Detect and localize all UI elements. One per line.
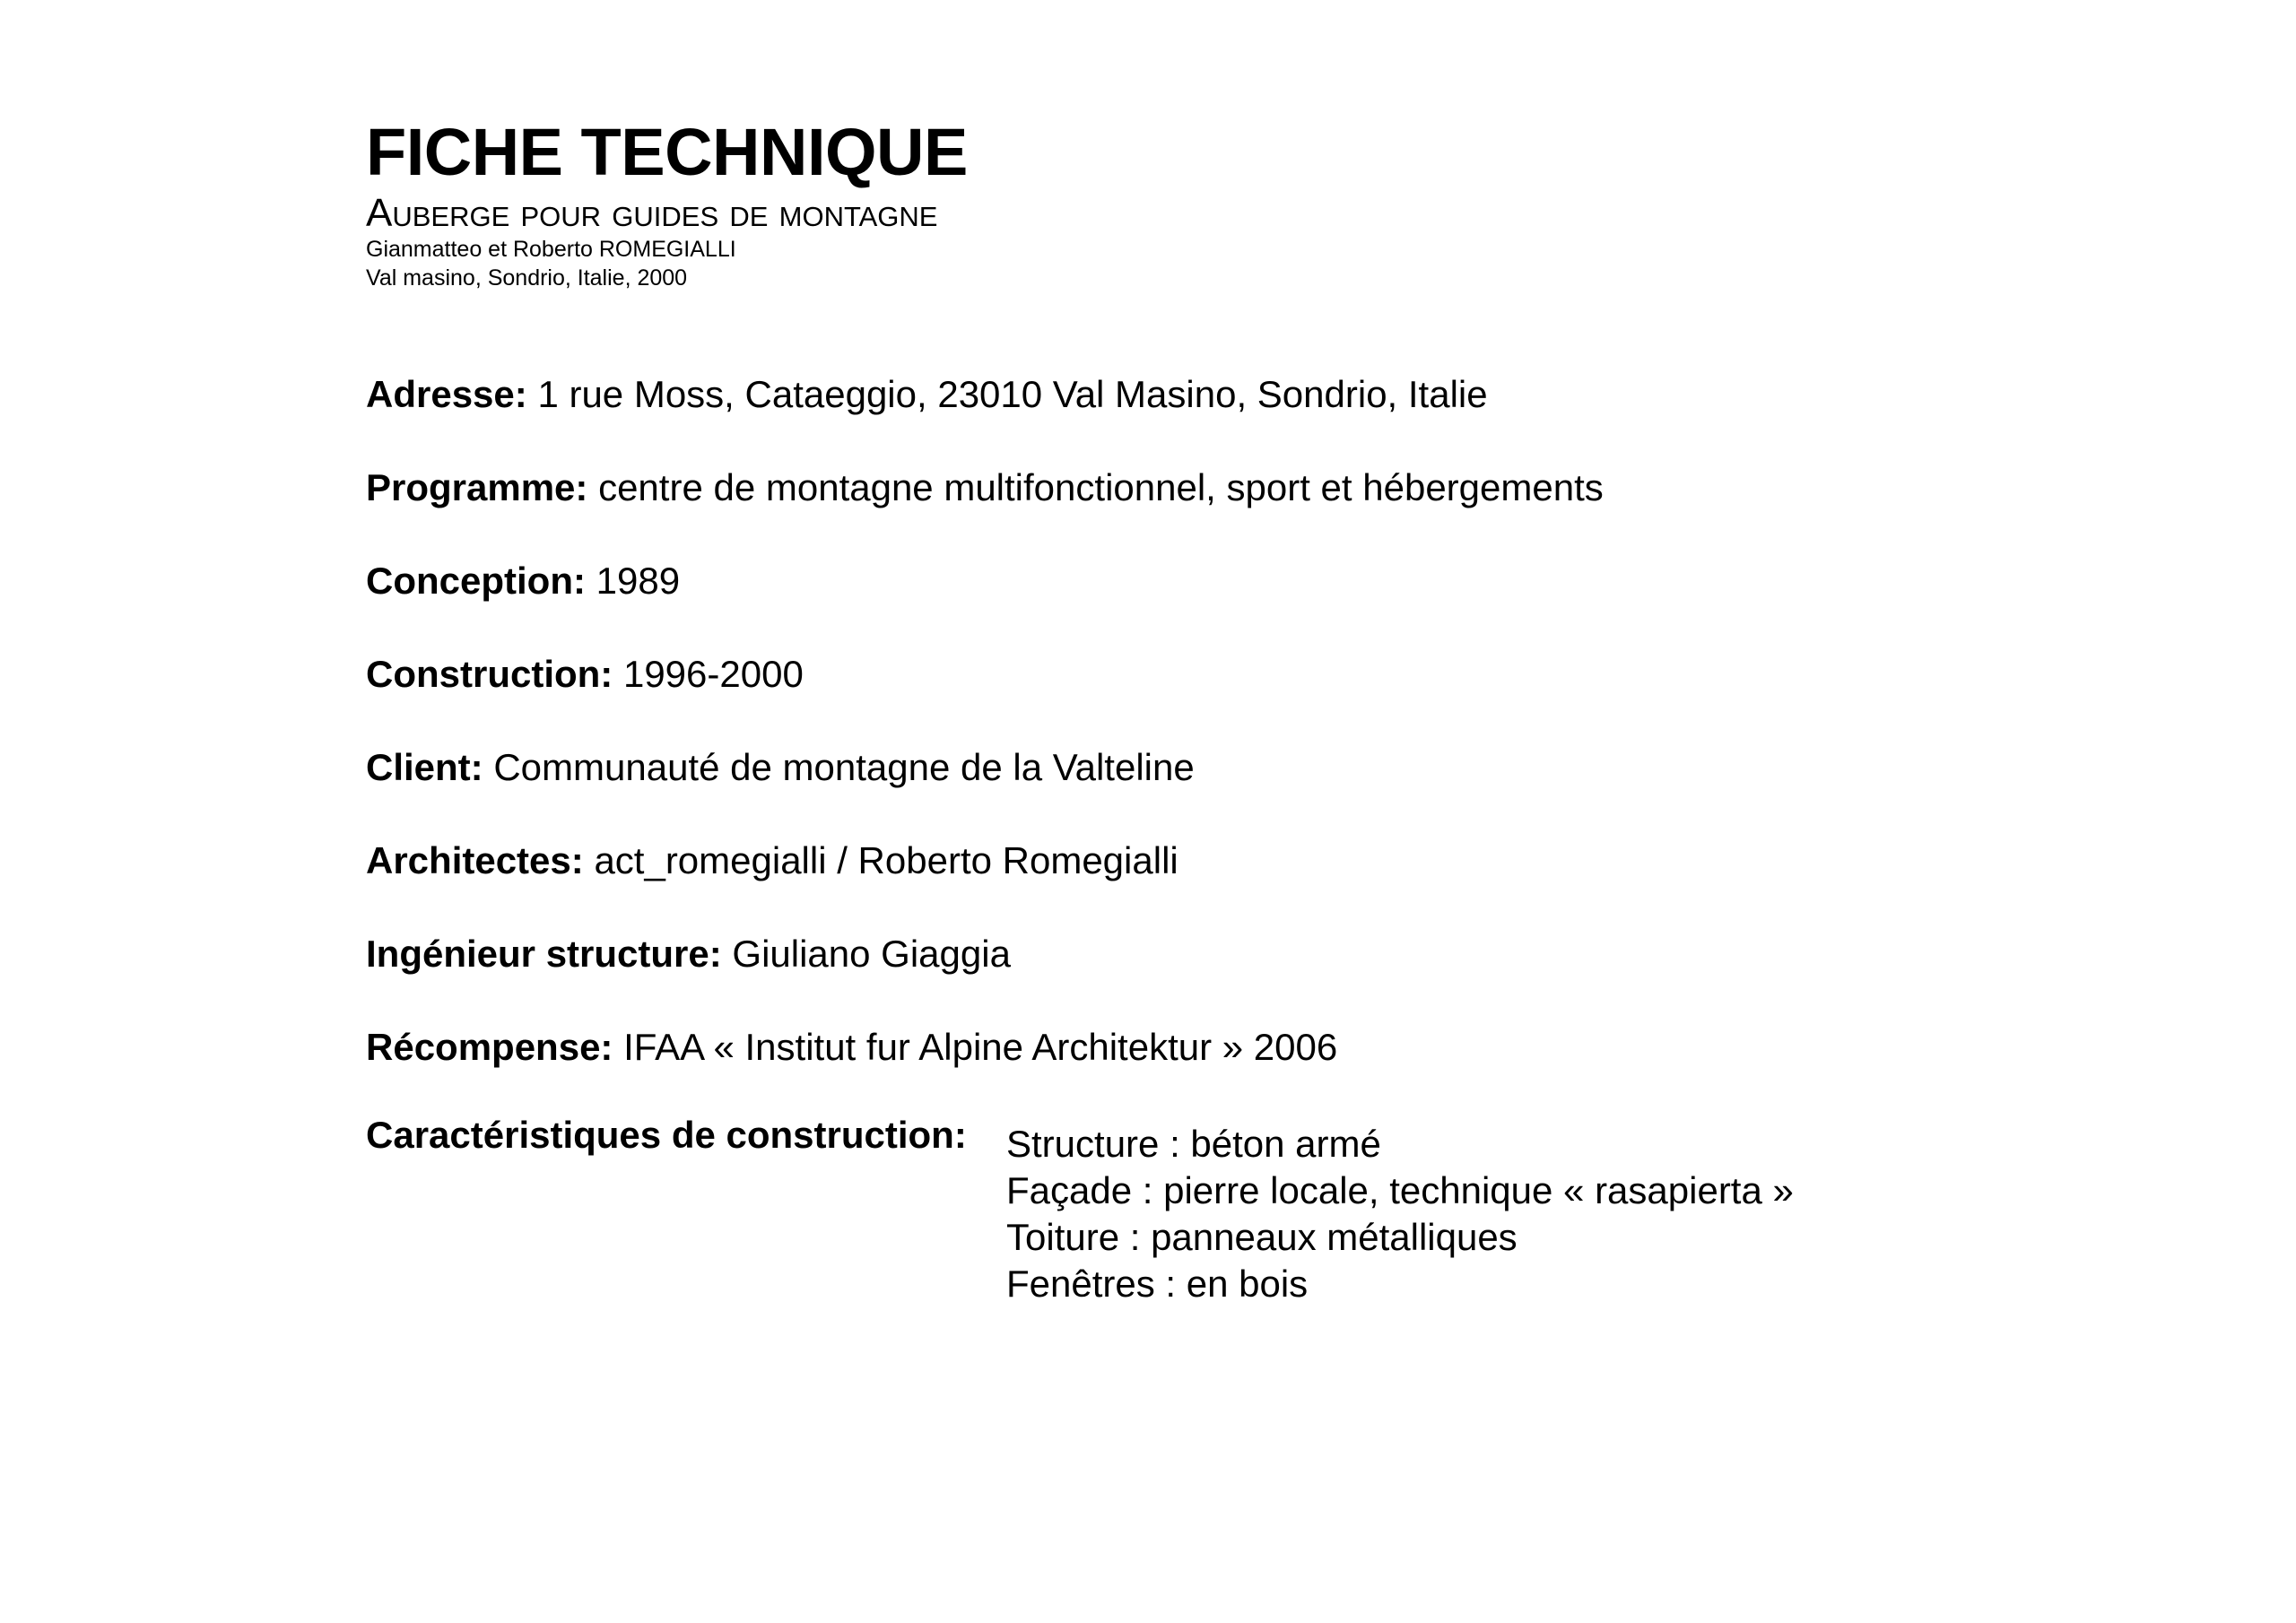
page-subtitle: Auberge pour guides de montagne (366, 191, 938, 235)
field-architects (366, 832, 2160, 890)
field-construction (366, 646, 2160, 703)
field-value: 1989 (596, 560, 681, 602)
field-label: Construction: (366, 653, 613, 695)
field-client (366, 739, 2160, 796)
list-item: Toiture : panneaux métalliques (1006, 1216, 1518, 1258)
field-value: 1 rue Moss, Cataeggio, 23010 Val Masino, Sondrio, Italie (537, 373, 1488, 415)
field-label: Conception: (366, 560, 586, 602)
field-structural-engineer (366, 925, 2160, 983)
field-conception (366, 552, 2160, 610)
characteristics-list (1006, 1112, 1794, 1307)
field-label: Ingénieur structure: (366, 933, 722, 975)
field-value: centre de montagne multifonctionnel, sport et hébergements (598, 466, 1604, 508)
field-label: Adresse: (366, 373, 527, 415)
list-item: Fenêtres : en bois (1006, 1263, 1309, 1305)
list-item: Structure : béton armé (1006, 1123, 1381, 1165)
field-value: Giuliano Giaggia (732, 933, 1011, 975)
field-award (366, 1019, 2160, 1076)
list-item: Façade : pierre locale, technique « rasapierta » (1006, 1169, 1794, 1211)
field-label: Client: (366, 746, 483, 788)
field-address (366, 366, 2160, 423)
field-programme (366, 459, 2160, 516)
field-construction-characteristics (366, 1112, 2160, 1307)
location-line: Val masino, Sondrio, Italie, 2000 (366, 265, 688, 291)
field-label: Architectes: (366, 839, 584, 881)
field-value: Communauté de montagne de la Valteline (493, 746, 1195, 788)
field-label: Récompense: (366, 1026, 613, 1068)
field-label: Caractéristiques de construction: (366, 1114, 967, 1156)
technical-fields (366, 366, 2160, 1307)
field-label: Programme: (366, 466, 588, 508)
field-value: act_romegialli / Roberto Romegialli (594, 839, 1178, 881)
field-value: IFAA « Institut fur Alpine Architektur » 2006 (623, 1026, 1338, 1068)
field-value: 1996-2000 (622, 653, 804, 695)
header-block (366, 115, 968, 292)
architects-line: Gianmatteo et Roberto ROMEGIALLI (366, 237, 736, 262)
page-title: FICHE TECHNIQUE (366, 115, 968, 189)
